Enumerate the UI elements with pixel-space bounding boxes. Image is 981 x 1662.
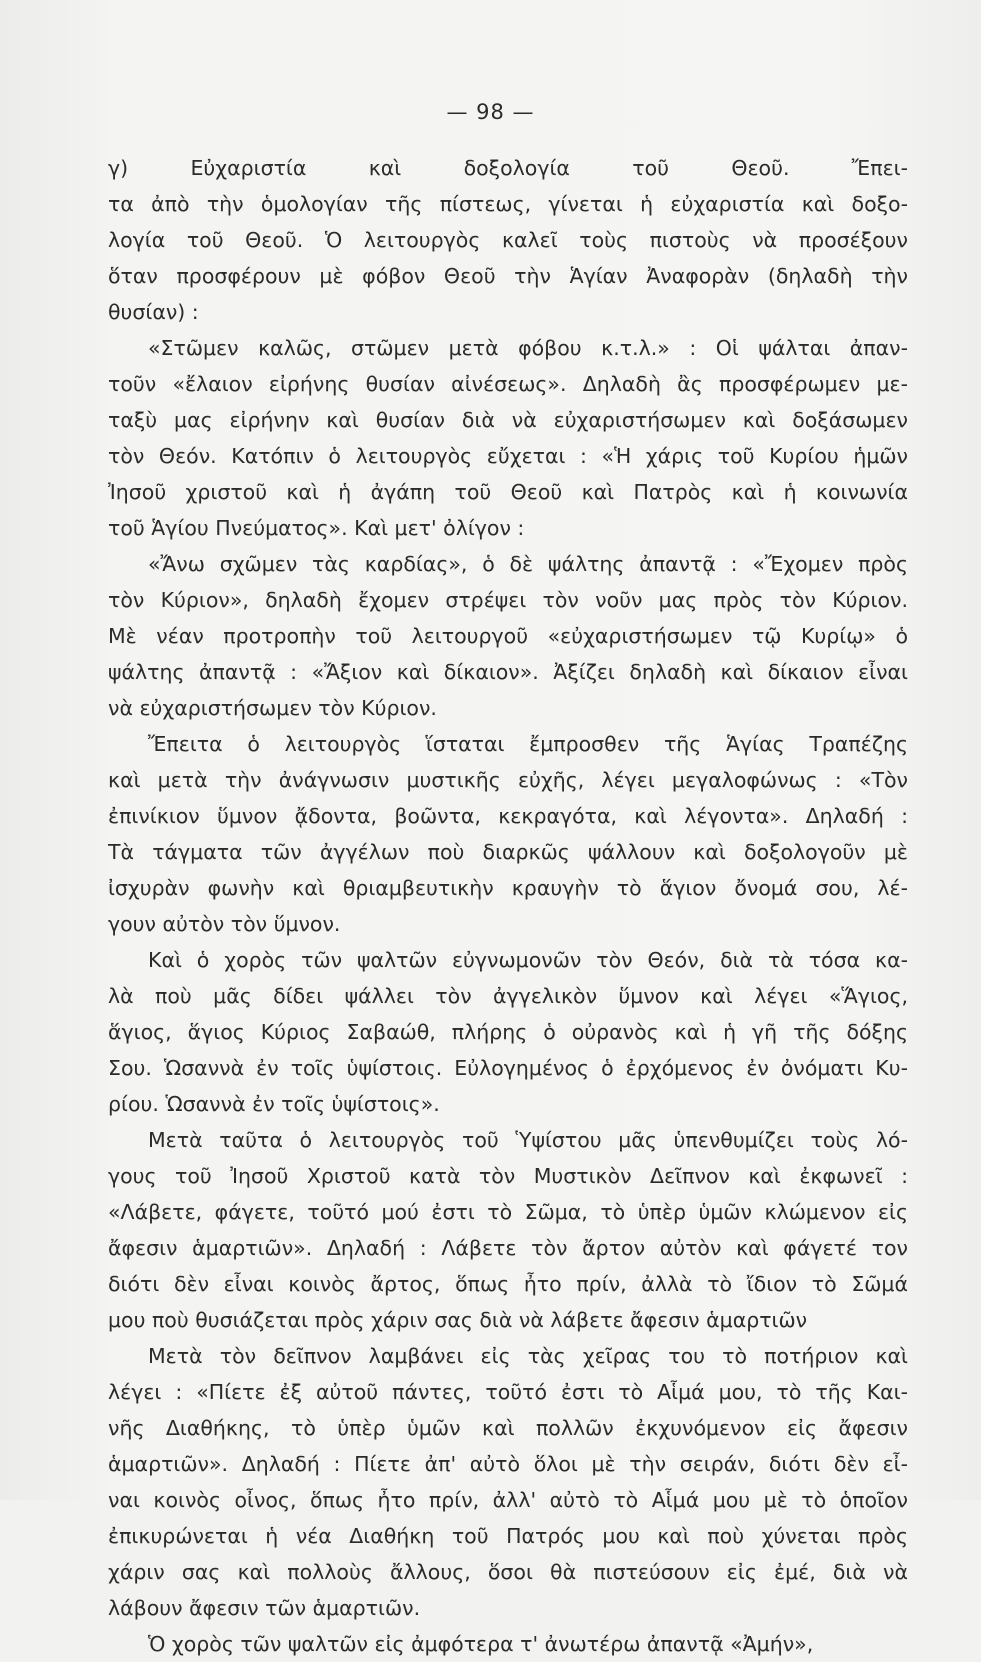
- text-line: τα ἀπὸ τὴν ὁμολογίαν τῆς πίστεως, γίνεται ἡ εὐχαριστία καὶ δοξο-: [108, 192, 908, 216]
- text-line: τοῦ Ἁγίου Πνεύματος». Καὶ μετ' ὀλίγον :: [108, 516, 525, 540]
- text-line: Μετὰ ταῦτα ὁ λειτουργὸς τοῦ Ὑψίστου μᾶς ὑπενθυμίζει τοὺς λό-: [148, 1128, 908, 1152]
- text-line: ἐπινίκιον ὕμνον ᾄδοντα, βοῶντα, κεκραγότα, καὶ λέγοντα». Δηλαδή :: [108, 804, 908, 828]
- text-line: τοῦν «ἔλαιον εἰρήνης θυσίαν αἰνέσεως». Δηλαδὴ ἂς προσφέρωμεν με-: [108, 372, 908, 396]
- text-line: τὸν Κύριον», δηλαδὴ ἔχομεν στρέψει τὸν νοῦν μας πρὸς τὸν Κύριον.: [108, 588, 908, 612]
- text-line: ρίου. Ὡσαννὰ ἐν τοῖς ὑψίστοις».: [108, 1092, 440, 1116]
- text-line: Ὁ χορὸς τῶν ψαλτῶν εἰς ἀμφότερα τ' ἀνωτέρω ἀπαντᾷ «Ἀμήν»,: [148, 1632, 814, 1656]
- text-line: Ἔπειτα ὁ λειτουργὸς ἵσταται ἔμπροσθεν τῆς Ἁγίας Τραπέζης: [148, 732, 908, 756]
- text-line: ὅταν προσφέρουν μὲ φόβον Θεοῦ τὴν Ἁγίαν Ἀναφορὰν (δηλαδὴ τὴν: [108, 264, 908, 288]
- text-line: τὸν Θεόν. Κατόπιν ὁ λειτουργὸς εὔχεται : «Ἡ χάρις τοῦ Κυρίου ἡμῶν: [108, 444, 908, 468]
- text-line: διότι δὲν εἶναι κοινὸς ἄρτος, ὅπως ἦτο πρίν, ἀλλὰ τὸ ἴδιον τὸ Σῶμά: [108, 1272, 908, 1296]
- text-line: λέγει : «Πίετε ἐξ αὐτοῦ πάντες, τοῦτό ἐστι τὸ Αἷμά μου, τὸ τῆς Και-: [108, 1380, 908, 1404]
- body-text: [108, 150, 908, 1662]
- text-line: ἐπικυρώνεται ἡ νέα Διαθήκη τοῦ Πατρός μου καὶ ποὺ χύνεται πρὸς: [108, 1524, 908, 1548]
- text-line: νῆς Διαθήκης, τὸ ὑπὲρ ὑμῶν καὶ πολλῶν ἐκχυνόμενον εἰς ἄφεσιν: [108, 1416, 908, 1440]
- text-line: Σου. Ὡσαννὰ ἐν τοῖς ὑψίστοις. Εὐλογημένος ὁ ἐρχόμενος ἐν ὀνόματι Κυ-: [108, 1056, 908, 1080]
- text-line: νὰ εὐχαριστήσωμεν τὸν Κύριον.: [108, 696, 437, 720]
- text-line: γους τοῦ Ἰησοῦ Χριστοῦ κατὰ τὸν Μυστικὸν Δεῖπνον καὶ ἐκφωνεῖ :: [108, 1164, 908, 1188]
- text-line: γουν αὐτὸν τὸν ὕμνον.: [108, 912, 341, 936]
- text-line: Καὶ ὁ χορὸς τῶν ψαλτῶν εὐγνωμονῶν τὸν Θεόν, διὰ τὰ τόσα κα-: [148, 948, 908, 972]
- text-line: ἅγιος, ἅγιος Κύριος Σαβαώθ, πλήρης ὁ οὐρανὸς καὶ ἡ γῆ τῆς δόξης: [108, 1020, 908, 1044]
- text-line: «Ἄνω σχῶμεν τὰς καρδίας», ὁ δὲ ψάλτης ἀπαντᾷ : «Ἔχομεν πρὸς: [148, 552, 908, 576]
- text-line: Τὰ τάγματα τῶν ἀγγέλων ποὺ διαρκῶς ψάλλουν καὶ δοξολογοῦν μὲ: [108, 840, 908, 864]
- text-line: γ) Εὐχαριστία καὶ δοξολογία τοῦ Θεοῦ. Ἔπει-: [108, 156, 908, 180]
- text-line: Ἰησοῦ χριστοῦ καὶ ἡ ἀγάπη τοῦ Θεοῦ καὶ Πατρὸς καὶ ἡ κοινωνία: [108, 480, 908, 504]
- text-line: ἰσχυρὰν φωνὴν καὶ θριαμβευτικὴν κραυγὴν τὸ ἅγιον ὄνομά σου, λέ-: [108, 876, 908, 900]
- text-line: λάβουν ἄφεσιν τῶν ἁμαρτιῶν.: [108, 1596, 421, 1620]
- text-line: χάριν σας καὶ πολλοὺς ἄλλους, ὅσοι θὰ πιστεύσουν εἰς ἐμέ, διὰ νὰ: [108, 1560, 908, 1584]
- text-line: «Στῶμεν καλῶς, στῶμεν μετὰ φόβου κ.τ.λ.» : Οἱ ψάλται ἀπαν-: [148, 336, 908, 360]
- page-number: — 98 —: [446, 100, 535, 124]
- text-line: καὶ μετὰ τὴν ἀνάγνωσιν μυστικῆς εὐχῆς, λέγει μεγαλοφώνως : «Τὸν: [108, 768, 908, 792]
- text-line: ψάλτης ἀπαντᾷ : «Ἄξιον καὶ δίκαιον». Ἀξίζει δηλαδὴ καὶ δίκαιον εἶναι: [108, 660, 908, 684]
- text-line: ναι κοινὸς οἶνος, ὅπως ἦτο πρίν, ἀλλ' αὐτὸ τὸ Αἷμά μου μὲ τὸ ὁποῖον: [108, 1488, 908, 1512]
- text-line: λογία τοῦ Θεοῦ. Ὁ λειτουργὸς καλεῖ τοὺς πιστοὺς νὰ προσέξουν: [108, 228, 908, 252]
- text-line: «Λάβετε, φάγετε, τοῦτό μού ἐστι τὸ Σῶμα, τὸ ὑπὲρ ὑμῶν κλώμενον εἰς: [108, 1200, 908, 1224]
- text-line: λὰ ποὺ μᾶς δίδει ψάλλει τὸν ἀγγελικὸν ὕμνον καὶ λέγει «Ἅγιος,: [108, 984, 908, 1008]
- text-line: μου ποὺ θυσιάζεται πρὸς χάριν σας διὰ νὰ λάβετε ἄφεσιν ἁμαρτιῶν: [108, 1308, 808, 1332]
- text-line: ἄφεσιν ἁμαρτιῶν». Δηλαδή : Λάβετε τὸν ἄρτον αὐτὸν καὶ φάγετέ τον: [108, 1236, 908, 1260]
- text-line: ταξὺ μας εἰρήνην καὶ θυσίαν διὰ νὰ εὐχαριστήσωμεν καὶ δοξάσωμεν: [108, 408, 908, 432]
- text-line: θυσίαν) :: [108, 300, 199, 324]
- text-line: Μετὰ τὸν δεῖπνον λαμβάνει εἰς τὰς χεῖρας του τὸ ποτήριον καὶ: [148, 1344, 908, 1368]
- text-line: ἁμαρτιῶν». Δηλαδή : Πίετε ἀπ' αὐτὸ ὅλοι μὲ τὴν σειράν, διότι δὲν εἶ-: [108, 1452, 908, 1476]
- text-line: Μὲ νέαν προτροπὴν τοῦ λειτουργοῦ «εὐχαριστήσωμεν τῷ Κυρίῳ» ὁ: [108, 624, 908, 648]
